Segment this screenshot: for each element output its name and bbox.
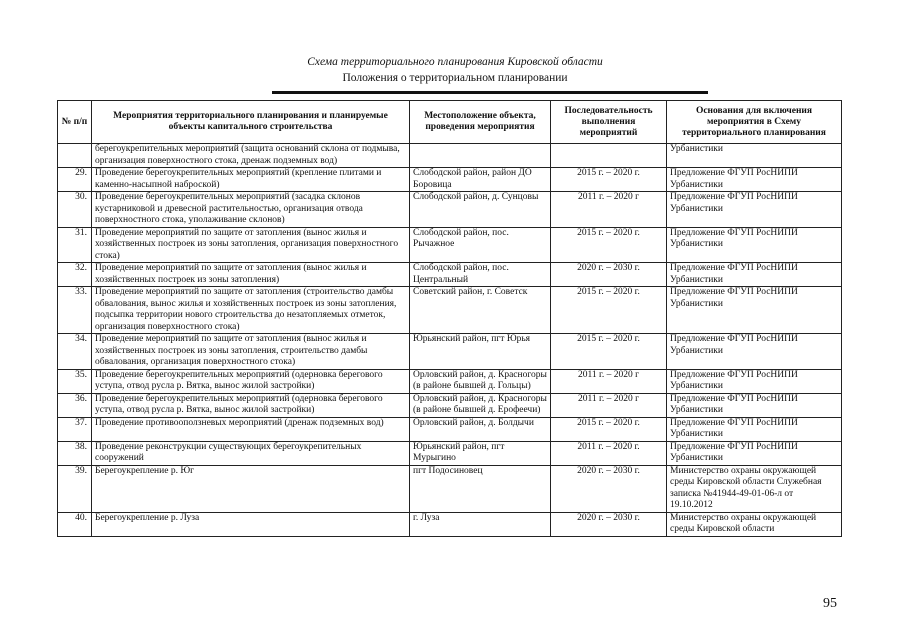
- measure-description: Проведение мероприятий по защите от затопления (строительство дамбы обвалования, вынос жилья и хозяйственных построек из зоны затопления, подсыпка территории нового строительства до незатопляемых отметок, организация поверхностного стока): [92, 287, 410, 334]
- sequence-cell: 2015 г. – 2020 г.: [551, 227, 667, 263]
- table-body: [58, 144, 842, 537]
- column-header-number: № п/п: [58, 101, 92, 144]
- table-header-row: [58, 101, 842, 144]
- table-row: [58, 465, 842, 512]
- basis-cell: Министерство охраны окружающей среды Кировской области: [667, 512, 842, 536]
- row-number: 40.: [58, 512, 92, 536]
- measure-description: Проведение берегоукрепительных мероприятий (засадка склонов кустарниковой и древесной растительностью, организация отвода поверхностного стока, уполаживание склонов): [92, 192, 410, 228]
- row-number: 33.: [58, 287, 92, 334]
- table-row: [58, 512, 842, 536]
- planning-measures-table: [57, 100, 842, 537]
- location-cell: пгт Подосиновец: [410, 465, 551, 512]
- basis-cell: Предложение ФГУП РосНИПИ Урбанистики: [667, 417, 842, 441]
- row-number: 37.: [58, 417, 92, 441]
- location-cell: Слободской район, пос. Центральный: [410, 263, 551, 287]
- measure-description: Берегоукрепление р. Луза: [92, 512, 410, 536]
- column-header-location: Местоположение объекта, проведения мероприятия: [410, 101, 551, 144]
- measure-description: Проведение реконструкции существующих берегоукрепительных сооружений: [92, 441, 410, 465]
- document-title: Схема территориального планирования Кировской области: [307, 56, 603, 68]
- measure-description: Проведение берегоукрепительных мероприятий (крепление плитами и каменно-насыпной наброской): [92, 168, 410, 192]
- sequence-cell: 2011 г. – 2020 г.: [551, 441, 667, 465]
- document-header: [60, 56, 850, 85]
- location-cell: Слободской район, район ДО Боровица: [410, 168, 551, 192]
- table-row: [58, 369, 842, 393]
- document-subtitle: Положения о территориальном планировании: [342, 72, 568, 84]
- basis-cell: Предложение ФГУП РосНИПИ Урбанистики: [667, 393, 842, 417]
- table-row: [58, 393, 842, 417]
- table-row: [58, 168, 842, 192]
- location-cell: Орловский район, д. Красногоры (в районе бывшей д. Гольцы): [410, 369, 551, 393]
- row-number: 39.: [58, 465, 92, 512]
- sequence-cell: 2015 г. – 2020 г.: [551, 334, 667, 370]
- table-row: [58, 263, 842, 287]
- sequence-cell: 2015 г. – 2020 г.: [551, 417, 667, 441]
- location-cell: [410, 144, 551, 168]
- sequence-cell: 2011 г. – 2020 г: [551, 192, 667, 228]
- location-cell: Слободской район, пос. Рычажное: [410, 227, 551, 263]
- row-number: 30.: [58, 192, 92, 228]
- column-header-sequence: Последовательность выполнения мероприятий: [551, 101, 667, 144]
- column-header-basis: Основания для включения мероприятия в Схему территориального планирования: [667, 101, 842, 144]
- location-cell: Орловский район, д. Красногоры (в районе бывшей д. Ерофеечи): [410, 393, 551, 417]
- table-row: [58, 144, 842, 168]
- column-header-measures: Мероприятия территориального планирования и планируемые объекты капитального строительства: [92, 101, 410, 144]
- row-number: 29.: [58, 168, 92, 192]
- basis-cell: Предложение ФГУП РосНИПИ Урбанистики: [667, 168, 842, 192]
- row-number: 31.: [58, 227, 92, 263]
- row-number: 32.: [58, 263, 92, 287]
- row-number: 34.: [58, 334, 92, 370]
- sequence-cell: 2015 г. – 2020 г.: [551, 287, 667, 334]
- basis-cell: Предложение ФГУП РосНИПИ Урбанистики: [667, 287, 842, 334]
- location-cell: Орловский район, д. Болдычи: [410, 417, 551, 441]
- measure-description: Проведение противооползневых мероприятий (дренаж подземных вод): [92, 417, 410, 441]
- basis-cell: Предложение ФГУП РосНИПИ Урбанистики: [667, 369, 842, 393]
- measure-description: берегоукрепительных мероприятий (защита оснований склона от подмыва, организация поверхностного стока, дренаж подземных вод): [92, 144, 410, 168]
- measure-description: Проведение берегоукрепительных мероприятий (одерновка берегового уступа, отвод русла р. Вятка, вынос жилой застройки): [92, 393, 410, 417]
- table-row: [58, 227, 842, 263]
- location-cell: Слободской район, д. Сунцовы: [410, 192, 551, 228]
- sequence-cell: [551, 144, 667, 168]
- location-cell: Юрьянский район, пгт Мурыгино: [410, 441, 551, 465]
- page-number: 95: [823, 596, 837, 611]
- basis-cell: Министерство охраны окружающей среды Кировской области Служебная записка №41944-49-01-06-л от 19.10.2012: [667, 465, 842, 512]
- sequence-cell: 2011 г. – 2020 г: [551, 393, 667, 417]
- table-row: [58, 192, 842, 228]
- sequence-cell: 2015 г. – 2020 г.: [551, 168, 667, 192]
- location-cell: г. Луза: [410, 512, 551, 536]
- header-divider: [272, 91, 708, 94]
- table-row: [58, 334, 842, 370]
- basis-cell: Урбанистики: [667, 144, 842, 168]
- basis-cell: Предложение ФГУП РосНИПИ Урбанистики: [667, 263, 842, 287]
- row-number: [58, 144, 92, 168]
- measure-description: Проведение берегоукрепительных мероприятий (одерновка берегового уступа, отвод русла р. Вятка, вынос жилой застройки): [92, 369, 410, 393]
- row-number: 38.: [58, 441, 92, 465]
- sequence-cell: 2020 г. – 2030 г.: [551, 465, 667, 512]
- table-row: [58, 441, 842, 465]
- measure-description: Берегоукрепление р. Юг: [92, 465, 410, 512]
- basis-cell: Предложение ФГУП РосНИПИ Урбанистики: [667, 192, 842, 228]
- measure-description: Проведение мероприятий по защите от затопления (вынос жилья и хозяйственных построек из зоны затопления, организация поверхностного стока): [92, 227, 410, 263]
- measure-description: Проведение мероприятий по защите от затопления (вынос жилья и хозяйственных построек из зоны затопления): [92, 263, 410, 287]
- row-number: 36.: [58, 393, 92, 417]
- table-row: [58, 417, 842, 441]
- basis-cell: Предложение ФГУП РосНИПИ Урбанистики: [667, 334, 842, 370]
- sequence-cell: 2020 г. – 2030 г.: [551, 512, 667, 536]
- sequence-cell: 2011 г. – 2020 г: [551, 369, 667, 393]
- location-cell: Юрьянский район, пгт Юрья: [410, 334, 551, 370]
- basis-cell: Предложение ФГУП РосНИПИ Урбанистики: [667, 441, 842, 465]
- table-row: [58, 287, 842, 334]
- measure-description: Проведение мероприятий по защите от затопления (вынос жилья и хозяйственных построек из зоны затопления, строительство дамбы обвалования, организация поверхностного стока): [92, 334, 410, 370]
- sequence-cell: 2020 г. – 2030 г.: [551, 263, 667, 287]
- row-number: 35.: [58, 369, 92, 393]
- basis-cell: Предложение ФГУП РосНИПИ Урбанистики: [667, 227, 842, 263]
- location-cell: Советский район, г. Советск: [410, 287, 551, 334]
